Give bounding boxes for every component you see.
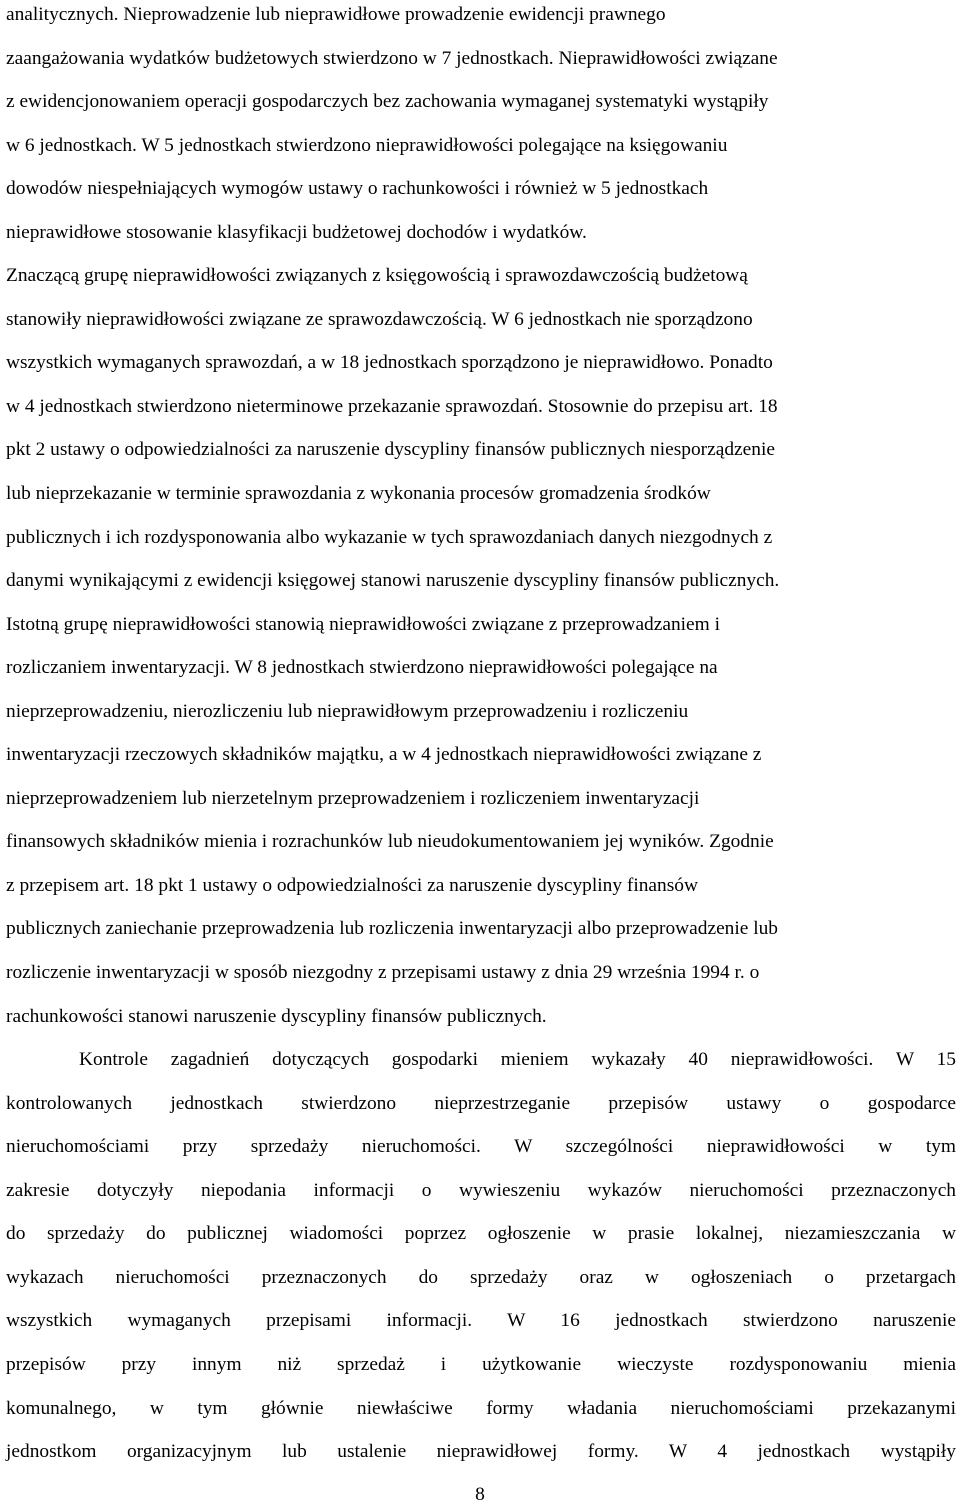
text-line: jednostkom organizacyjnym lub ustalenie nieprawidłowej formy. W 4 jednostkach wystąpiły	[6, 1441, 956, 1463]
paragraph-4	[6, 1038, 956, 1473]
text-line: do sprzedaży do publicznej wiadomości poprzez ogłoszenie w prasie lokalnej, niezamieszczania w	[6, 1223, 956, 1245]
text-line: lub nieprzekazanie w terminie sprawozdania z wykonania procesów gromadzenia środków	[6, 483, 711, 505]
text-line: nieprzeprowadzeniem lub nierzetelnym przeprowadzeniem i rozliczeniem inwentaryzacji	[6, 787, 700, 809]
text-line: rozliczaniem inwentaryzacji. W 8 jednostkach stwierdzono nieprawidłowości polegające na	[6, 657, 718, 679]
text-line: zakresie dotyczyły niepodania informacji o wywieszeniu wykazów nieruchomości przeznaczonych	[6, 1179, 956, 1201]
text-line: nieruchomościami przy sprzedaży nieruchomości. W szczególności nieprawidłowości w tym	[6, 1136, 956, 1158]
paragraph-3	[6, 603, 956, 1038]
text-line: Istotną grupę nieprawidłowości stanowią nieprawidłowości związane z przeprowadzaniem i	[6, 613, 720, 635]
text-line: stanowiły nieprawidłowości związane ze sprawozdawczością. W 6 jednostkach nie sporządzono	[6, 308, 753, 330]
text-line: pkt 2 ustawy o odpowiedzialności za naruszenie dyscypliny finansów publicznych niesporządzenie	[6, 439, 775, 461]
text-line: komunalnego, w tym głównie niewłaściwe formy władania nieruchomościami przekazanymi	[6, 1397, 956, 1419]
text-line: nieprzeprowadzeniu, nierozliczeniu lub nieprawidłowym przeprowadzeniu i rozliczeniu	[6, 700, 689, 722]
text-line: finansowych składników mienia i rozrachunków lub nieudokumentowaniem jej wyników. Zgodnie	[6, 831, 774, 853]
text-line: rozliczenie inwentaryzacji w sposób niezgodny z przepisami ustawy z dnia 29 września 1994 r. o	[6, 962, 760, 984]
text-line: przepisów przy innym niż sprzedaż i użytkowanie wieczyste rozdysponowaniu mienia	[6, 1353, 956, 1375]
text-line: publicznych zaniechanie przeprowadzenia lub rozliczenia inwentaryzacji albo przeprowadzenie lub	[6, 918, 778, 940]
text-line: Znaczącą grupę nieprawidłowości związanych z księgowością i sprawozdawczością budżetową	[6, 265, 748, 287]
text-line: w 6 jednostkach. W 5 jednostkach stwierdzono nieprawidłowości polegające na księgowaniu	[6, 134, 728, 156]
text-line: publicznych i ich rozdysponowania albo wykazanie w tych sprawozdaniach danych niezgodnych z	[6, 526, 773, 548]
text-line: danymi wynikającymi z ewidencji księgowej stanowi naruszenie dyscypliny finansów publicznych.	[6, 570, 780, 592]
document-body	[6, 0, 956, 1474]
text-line: kontrolowanych jednostkach stwierdzono nieprzestrzeganie przepisów ustawy o gospodarce	[6, 1092, 956, 1114]
paragraph-1	[6, 0, 956, 254]
text-line: analitycznych. Nieprowadzenie lub nieprawidłowe prowadzenie ewidencji prawnego	[6, 4, 666, 25]
text-line: zaangażowania wydatków budżetowych stwierdzono w 7 jednostkach. Nieprawidłowości związane	[6, 47, 778, 69]
text-line: inwentaryzacji rzeczowych składników majątku, a w 4 jednostkach nieprawidłowości związane z	[6, 744, 762, 766]
text-line: z ewidencjonowaniem operacji gospodarczych bez zachowania wymaganej systematyki wystąpiły	[6, 91, 769, 113]
paragraph-2	[6, 254, 956, 602]
text-line: z przepisem art. 18 pkt 1 ustawy o odpowiedzialności za naruszenie dyscypliny finansów	[6, 874, 698, 896]
text-line: wszystkich wymaganych sprawozdań, a w 18 jednostkach sporządzono je nieprawidłowo. Ponadto	[6, 352, 773, 374]
text-line: Kontrole zagadnień dotyczących gospodarki mieniem wykazały 40 nieprawidłowości. W 15	[79, 1049, 956, 1071]
text-line: rachunkowości stanowi naruszenie dyscypliny finansów publicznych.	[6, 1005, 547, 1027]
text-line: wszystkich wymaganych przepisami informacji. W 16 jednostkach stwierdzono naruszenie	[6, 1310, 956, 1332]
text-line: wykazach nieruchomości przeznaczonych do sprzedaży oraz w ogłoszeniach o przetargach	[6, 1266, 956, 1288]
text-line: dowodów niespełniających wymogów ustawy o rachunkowości i również w 5 jednostkach	[6, 178, 709, 200]
text-line: nieprawidłowe stosowanie klasyfikacji budżetowej dochodów i wydatków.	[6, 221, 587, 243]
page-number: 8	[475, 1484, 485, 1505]
text-line: w 4 jednostkach stwierdzono nieterminowe przekazanie sprawozdań. Stosownie do przepisu art. 18	[6, 395, 778, 417]
